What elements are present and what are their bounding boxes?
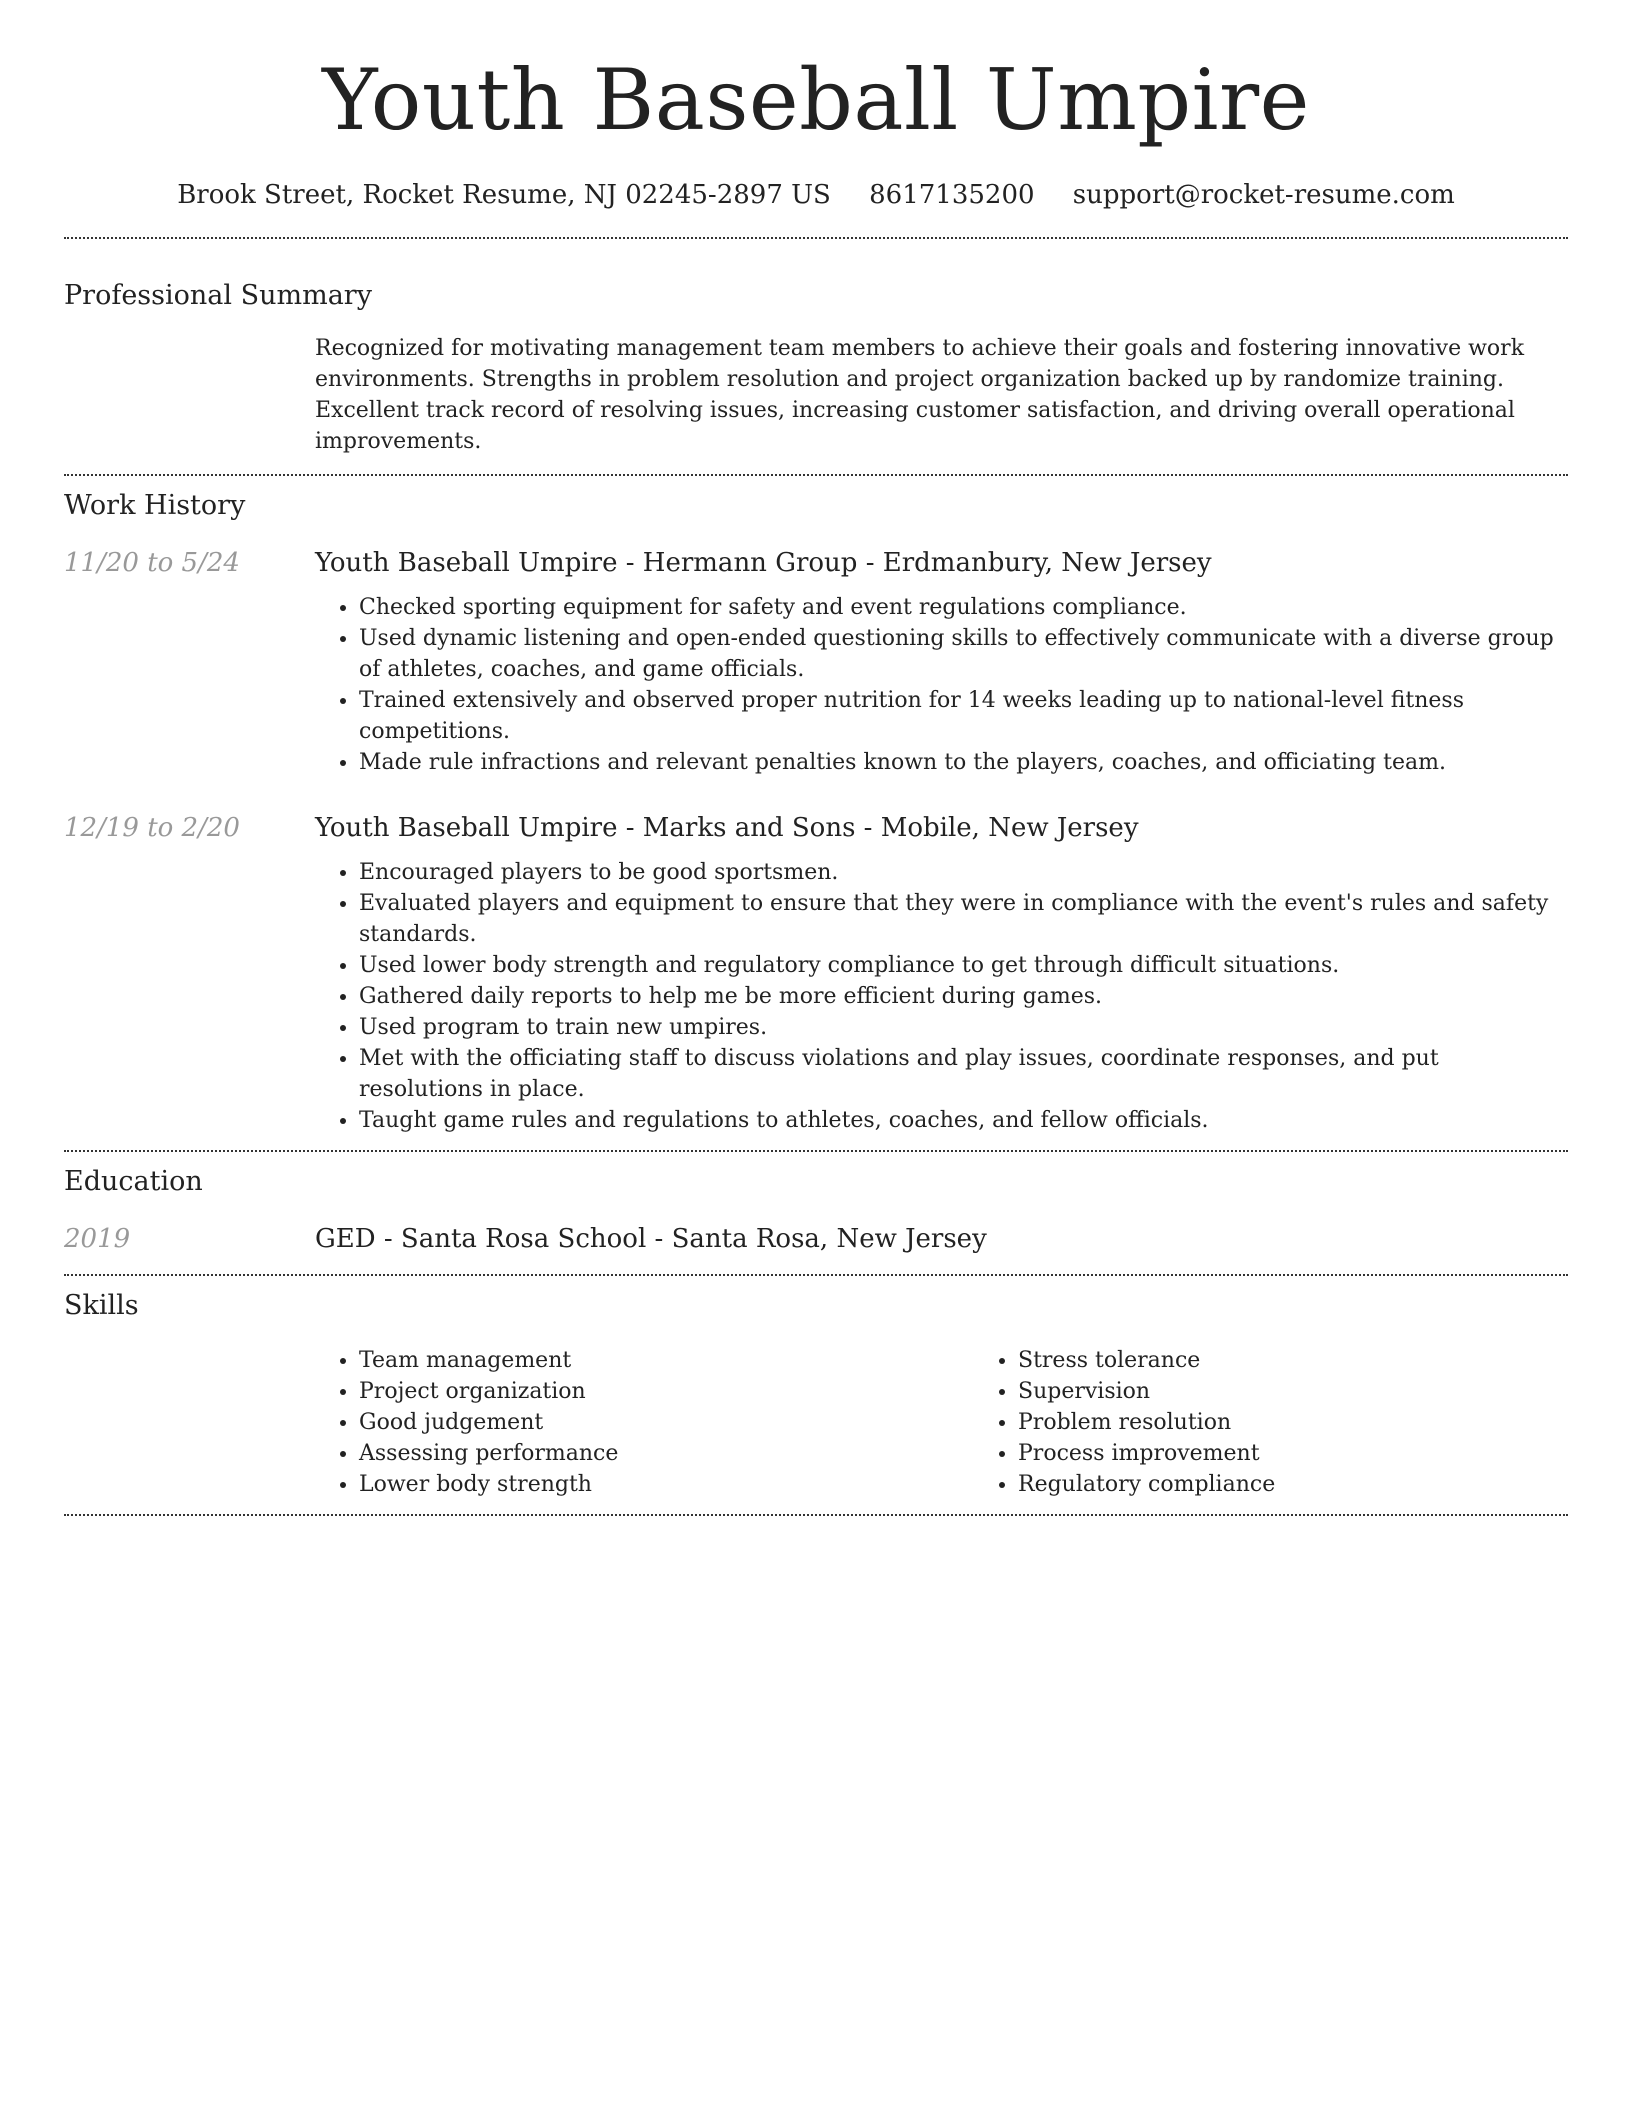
list-item: • Lower body strength [359, 1469, 974, 1500]
job-entry [64, 546, 1568, 778]
list-item: • Met with the officiating staff to discuss violations and play issues, coordinate responses, and put resolutions in place. [359, 1043, 1568, 1105]
education-entry [64, 1222, 1568, 1256]
skills-title: Skills [64, 1290, 139, 1321]
job-entry [64, 811, 1568, 1136]
job-heading: Youth Baseball Umpire - Hermann Group - Erdmanbury, New Jersey [315, 548, 1212, 578]
skills-section [64, 1289, 1568, 1500]
divider [64, 1514, 1568, 1516]
list-item: • Problem resolution [1018, 1407, 1632, 1438]
job-heading: Youth Baseball Umpire - Marks and Sons - Mobile, New Jersey [315, 813, 1139, 843]
list-item: • Made rule infractions and relevant penalties known to the players, coaches, and officiating team. [359, 747, 1568, 778]
list-item: • Supervision [1018, 1376, 1632, 1407]
contact-email: support@rocket-resume.com [1072, 180, 1455, 210]
skills-list-right [974, 1345, 1632, 1500]
contact-phone: 8617135200 [869, 180, 1035, 210]
work-history-title: Work History [64, 490, 246, 521]
divider [64, 237, 1568, 239]
job-bullets [315, 857, 1568, 1136]
candidate-name: Youth Baseball Umpire [322, 51, 1310, 149]
education-title: Education [64, 1166, 203, 1197]
summary-spacer [64, 333, 315, 457]
list-item: • Assessing performance [359, 1438, 974, 1469]
list-item: • Used program to train new umpires. [359, 1012, 1568, 1043]
divider [64, 474, 1568, 476]
skills-list-left [315, 1345, 974, 1500]
summary-section [64, 279, 1568, 457]
divider [64, 1274, 1568, 1276]
divider [64, 1150, 1568, 1152]
list-item: • Project organization [359, 1376, 974, 1407]
job-bullets [315, 592, 1568, 778]
contact-line [64, 178, 1568, 212]
list-item: • Process improvement [1018, 1438, 1632, 1469]
education-dates: 2019 [64, 1224, 131, 1254]
list-item: • Gathered daily reports to help me be more efficient during games. [359, 981, 1568, 1012]
education-heading: GED - Santa Rosa School - Santa Rosa, New Jersey [315, 1224, 987, 1254]
list-item: • Team management [359, 1345, 974, 1376]
list-item: • Used dynamic listening and open-ended questioning skills to effectively communicate with a diverse group of athletes, coaches, and game officials. [359, 623, 1568, 685]
list-item: • Evaluated players and equipment to ensure that they were in compliance with the event's rules and safety standards. [359, 888, 1568, 950]
list-item: • Used lower body strength and regulatory compliance to get through difficult situations. [359, 950, 1568, 981]
summary-title: Professional Summary [64, 280, 372, 311]
list-item: • Good judgement [359, 1407, 974, 1438]
list-item: • Encouraged players to be good sportsmen. [359, 857, 1568, 888]
job-dates: 12/19 to 2/20 [64, 813, 240, 843]
list-item: • Stress tolerance [1018, 1345, 1632, 1376]
list-item: • Checked sporting equipment for safety and event regulations compliance. [359, 592, 1568, 623]
list-item: • Taught game rules and regulations to athletes, coaches, and fellow officials. [359, 1105, 1568, 1136]
job-dates: 11/20 to 5/24 [64, 548, 240, 578]
list-item: • Regulatory compliance [1018, 1469, 1632, 1500]
work-history-section [64, 489, 1568, 1136]
contact-address: Brook Street, Rocket Resume, NJ 02245-2897 US [177, 180, 831, 210]
list-item: • Trained extensively and observed proper nutrition for 14 weeks leading up to national-level fitness competitions. [359, 685, 1568, 747]
education-section [64, 1165, 1568, 1256]
summary-text: Recognized for motivating management team members to achieve their goals and fostering innovative work environments. Strengths in problem resolution and project organization backed up by randomize training. Excellent track record of resolving issues, increasing customer satisfaction, and driving overall operational improvements. [315, 336, 1525, 454]
